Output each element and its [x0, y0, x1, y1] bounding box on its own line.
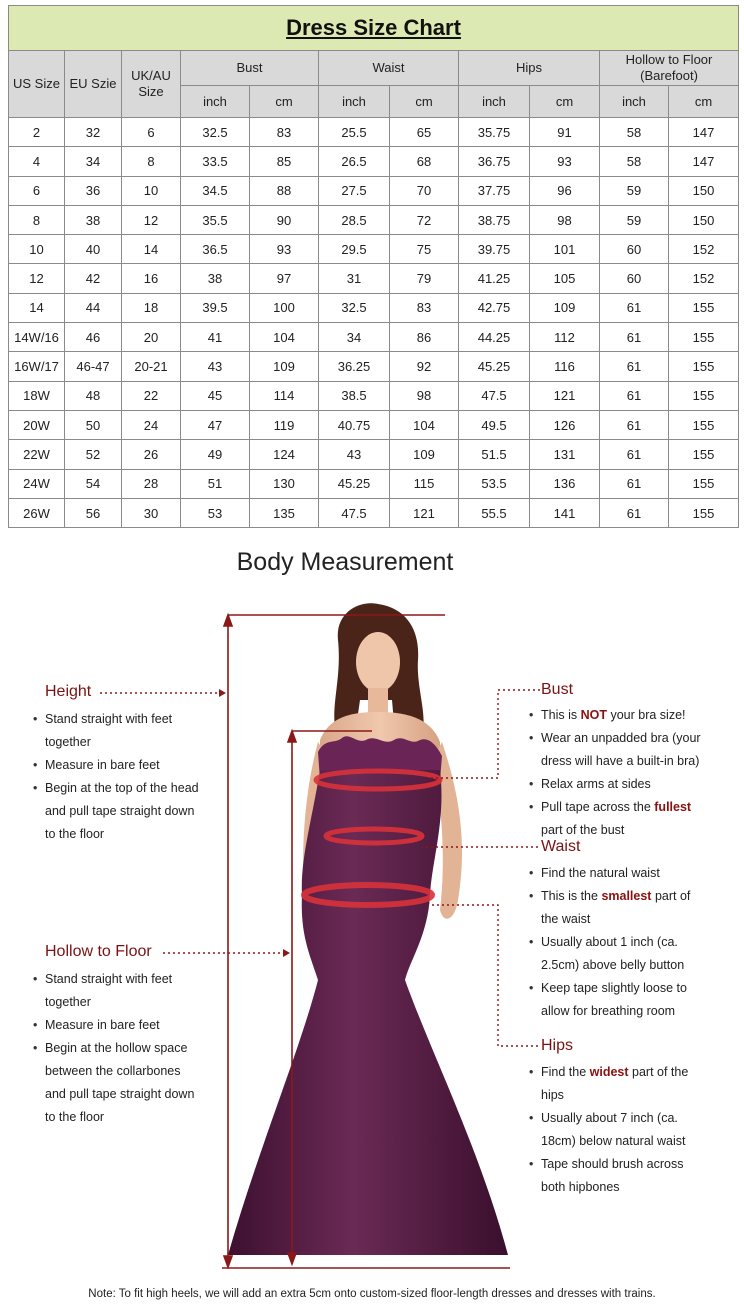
table-cell: 36.75: [459, 147, 530, 176]
table-cell: 105: [530, 264, 600, 293]
table-cell: 61: [600, 293, 669, 322]
table-cell: 37.75: [459, 176, 530, 205]
header-unit-cm: cm: [390, 86, 459, 118]
table-cell: 44: [65, 293, 122, 322]
table-cell: 48: [65, 381, 122, 410]
list-item: • Keep tape slightly loose to allow for breathing room: [529, 977, 729, 1023]
table-cell: 152: [669, 264, 739, 293]
table-cell: 47.5: [459, 381, 530, 410]
list-item: • This is NOT your bra size!: [529, 704, 729, 727]
header-unit-cm: cm: [530, 86, 600, 118]
table-cell: 100: [250, 293, 319, 322]
hollow-instructions: [33, 968, 233, 1129]
table-cell: 61: [600, 440, 669, 469]
table-cell: 53.5: [459, 469, 530, 498]
table-cell: 131: [530, 440, 600, 469]
list-item: • Usually about 1 inch (ca. 2.5cm) above belly button: [529, 931, 729, 977]
table-cell: 61: [600, 352, 669, 381]
table-cell: 136: [530, 469, 600, 498]
table-cell: 93: [250, 235, 319, 264]
table-cell: 43: [181, 352, 250, 381]
table-cell: 155: [669, 381, 739, 410]
header-unit-inch: inch: [319, 86, 390, 118]
list-item: • Measure in bare feet: [33, 1014, 233, 1037]
table-cell: 45: [181, 381, 250, 410]
table-cell: 60: [600, 235, 669, 264]
hips-heading: Hips: [541, 1037, 574, 1054]
table-cell: 119: [250, 410, 319, 439]
table-cell: 85: [250, 147, 319, 176]
header-hollow-to-floor: Hollow to Floor (Barefoot): [600, 51, 739, 86]
footer-note: Note: To fit high heels, we will add an extra 5cm onto custom-sized floor-length dresses and dresses with trains.: [88, 1288, 656, 1300]
table-cell: 50: [65, 410, 122, 439]
table-cell: 31: [319, 264, 390, 293]
table-cell: 47: [181, 410, 250, 439]
bust-instructions: [529, 704, 729, 842]
header-us-size: US Size: [9, 51, 65, 118]
table-cell: 20: [122, 323, 181, 352]
table-cell: 36.5: [181, 235, 250, 264]
table-cell: 38: [65, 205, 122, 234]
table-cell: 121: [390, 498, 459, 527]
table-cell: 51: [181, 469, 250, 498]
table-cell: 49: [181, 440, 250, 469]
table-cell: 12: [9, 264, 65, 293]
table-cell: 22: [122, 381, 181, 410]
table-cell: 45.25: [319, 469, 390, 498]
table-cell: 32: [65, 118, 122, 147]
table-cell: 34: [319, 323, 390, 352]
table-cell: 61: [600, 498, 669, 527]
table-cell: 14: [9, 293, 65, 322]
table-cell: 53: [181, 498, 250, 527]
table-cell: 155: [669, 323, 739, 352]
list-item: • Wear an unpadded bra (your dress will have a built-in bra): [529, 727, 729, 773]
table-cell: 114: [250, 381, 319, 410]
table-cell: 14W/16: [9, 323, 65, 352]
table-cell: 75: [390, 235, 459, 264]
header-bust: Bust: [181, 51, 319, 86]
table-cell: 24: [122, 410, 181, 439]
table-cell: 40: [65, 235, 122, 264]
table-cell: 10: [9, 235, 65, 264]
table-cell: 90: [250, 205, 319, 234]
table-cell: 59: [600, 176, 669, 205]
table-cell: 43: [319, 440, 390, 469]
table-cell: 16: [122, 264, 181, 293]
table-cell: 150: [669, 205, 739, 234]
table-cell: 12: [122, 205, 181, 234]
header-unit-cm: cm: [669, 86, 739, 118]
table-cell: 61: [600, 469, 669, 498]
table-cell: 27.5: [319, 176, 390, 205]
table-cell: 155: [669, 469, 739, 498]
table-cell: 55.5: [459, 498, 530, 527]
table-cell: 101: [530, 235, 600, 264]
table-cell: 20W: [9, 410, 65, 439]
list-item: • Stand straight with feet together: [33, 708, 233, 754]
table-cell: 59: [600, 205, 669, 234]
table-cell: 44.25: [459, 323, 530, 352]
table-cell: 6: [122, 118, 181, 147]
header-unit-inch: inch: [600, 86, 669, 118]
table-cell: 18W: [9, 381, 65, 410]
table-cell: 39.5: [181, 293, 250, 322]
table-cell: 104: [390, 410, 459, 439]
table-cell: 60: [600, 264, 669, 293]
bust-heading: Bust: [541, 681, 574, 698]
table-cell: 36.25: [319, 352, 390, 381]
table-cell: 22W: [9, 440, 65, 469]
table-cell: 70: [390, 176, 459, 205]
table-cell: 46: [65, 323, 122, 352]
table-cell: 98: [390, 381, 459, 410]
table-cell: 56: [65, 498, 122, 527]
height-instructions: [33, 708, 233, 846]
table-cell: 10: [122, 176, 181, 205]
table-cell: 41: [181, 323, 250, 352]
list-item: • Stand straight with feet together: [33, 968, 233, 1014]
table-cell: 126: [530, 410, 600, 439]
table-cell: 24W: [9, 469, 65, 498]
list-item: • This is the smallest part of the waist: [529, 885, 729, 931]
table-cell: 116: [530, 352, 600, 381]
table-cell: 115: [390, 469, 459, 498]
list-item: • Find the widest part of the hips: [529, 1061, 729, 1107]
table-cell: 32.5: [181, 118, 250, 147]
table-cell: 61: [600, 381, 669, 410]
table-cell: 18: [122, 293, 181, 322]
table-cell: 16W/17: [9, 352, 65, 381]
model-face: [356, 632, 400, 692]
table-cell: 38.5: [319, 381, 390, 410]
table-cell: 58: [600, 118, 669, 147]
table-cell: 39.75: [459, 235, 530, 264]
header-unit-inch: inch: [181, 86, 250, 118]
table-cell: 38: [181, 264, 250, 293]
list-item: • Usually about 7 inch (ca. 18cm) below natural waist: [529, 1107, 729, 1153]
table-cell: 152: [669, 235, 739, 264]
list-item: • Tape should brush across both hipbones: [529, 1153, 729, 1199]
table-cell: 8: [122, 147, 181, 176]
table-cell: 98: [530, 205, 600, 234]
table-cell: 28: [122, 469, 181, 498]
table-cell: 147: [669, 118, 739, 147]
table-cell: 30: [122, 498, 181, 527]
table-cell: 109: [250, 352, 319, 381]
table-cell: 49.5: [459, 410, 530, 439]
table-cell: 28.5: [319, 205, 390, 234]
table-cell: 61: [600, 410, 669, 439]
waist-instructions: [529, 862, 729, 1023]
table-cell: 58: [600, 147, 669, 176]
table-cell: 135: [250, 498, 319, 527]
table-cell: 4: [9, 147, 65, 176]
table-cell: 32.5: [319, 293, 390, 322]
table-cell: 20-21: [122, 352, 181, 381]
table-cell: 41.25: [459, 264, 530, 293]
table-cell: 97: [250, 264, 319, 293]
table-cell: 141: [530, 498, 600, 527]
hips-instructions: [529, 1061, 729, 1199]
table-cell: 61: [600, 323, 669, 352]
table-cell: 51.5: [459, 440, 530, 469]
table-cell: 86: [390, 323, 459, 352]
table-cell: 26.5: [319, 147, 390, 176]
table-cell: 121: [530, 381, 600, 410]
table-cell: 124: [250, 440, 319, 469]
hollow-heading: Hollow to Floor: [45, 943, 152, 960]
table-cell: 65: [390, 118, 459, 147]
table-cell: 155: [669, 498, 739, 527]
header-unit-inch: inch: [459, 86, 530, 118]
table-cell: 42: [65, 264, 122, 293]
table-cell: 93: [530, 147, 600, 176]
table-cell: 91: [530, 118, 600, 147]
list-item: • Pull tape across the fullest part of the bust: [529, 796, 729, 842]
table-cell: 83: [250, 118, 319, 147]
table-cell: 155: [669, 293, 739, 322]
header-eu-size: EU Szie: [65, 51, 122, 118]
table-cell: 35.75: [459, 118, 530, 147]
table-cell: 92: [390, 352, 459, 381]
table-cell: 29.5: [319, 235, 390, 264]
table-cell: 34: [65, 147, 122, 176]
table-cell: 26: [122, 440, 181, 469]
table-cell: 25.5: [319, 118, 390, 147]
table-cell: 26W: [9, 498, 65, 527]
header-unit-cm: cm: [250, 86, 319, 118]
table-cell: 79: [390, 264, 459, 293]
table-cell: 36: [65, 176, 122, 205]
list-item: • Measure in bare feet: [33, 754, 233, 777]
chart-title: Dress Size Chart: [9, 6, 739, 51]
table-cell: 52: [65, 440, 122, 469]
list-item: • Relax arms at sides: [529, 773, 729, 796]
header-hips: Hips: [459, 51, 600, 86]
table-cell: 147: [669, 147, 739, 176]
table-cell: 2: [9, 118, 65, 147]
table-cell: 155: [669, 440, 739, 469]
table-cell: 150: [669, 176, 739, 205]
table-cell: 38.75: [459, 205, 530, 234]
table-cell: 72: [390, 205, 459, 234]
table-cell: 68: [390, 147, 459, 176]
table-cell: 54: [65, 469, 122, 498]
table-cell: 40.75: [319, 410, 390, 439]
table-cell: 6: [9, 176, 65, 205]
height-heading: Height: [45, 683, 92, 700]
header-uk-size: UK/AU Size: [122, 51, 181, 118]
body-measurement-title: Body Measurement: [236, 548, 454, 576]
table-cell: 83: [390, 293, 459, 322]
table-cell: 88: [250, 176, 319, 205]
table-cell: 34.5: [181, 176, 250, 205]
table-cell: 33.5: [181, 147, 250, 176]
list-item: • Begin at the top of the head and pull tape straight down to the floor: [33, 777, 233, 846]
table-cell: 155: [669, 410, 739, 439]
table-cell: 42.75: [459, 293, 530, 322]
table-cell: 112: [530, 323, 600, 352]
table-cell: 35.5: [181, 205, 250, 234]
header-waist: Waist: [319, 51, 459, 86]
table-cell: 109: [530, 293, 600, 322]
table-cell: 14: [122, 235, 181, 264]
table-cell: 8: [9, 205, 65, 234]
table-cell: 130: [250, 469, 319, 498]
table-cell: 45.25: [459, 352, 530, 381]
list-item: • Begin at the hollow space between the collarbones and pull tape straight down to the floor: [33, 1037, 233, 1129]
table-cell: 155: [669, 352, 739, 381]
table-cell: 96: [530, 176, 600, 205]
waist-heading: Waist: [541, 838, 581, 855]
table-cell: 109: [390, 440, 459, 469]
table-cell: 47.5: [319, 498, 390, 527]
table-cell: 104: [250, 323, 319, 352]
list-item: • Find the natural waist: [529, 862, 729, 885]
table-cell: 46-47: [65, 352, 122, 381]
